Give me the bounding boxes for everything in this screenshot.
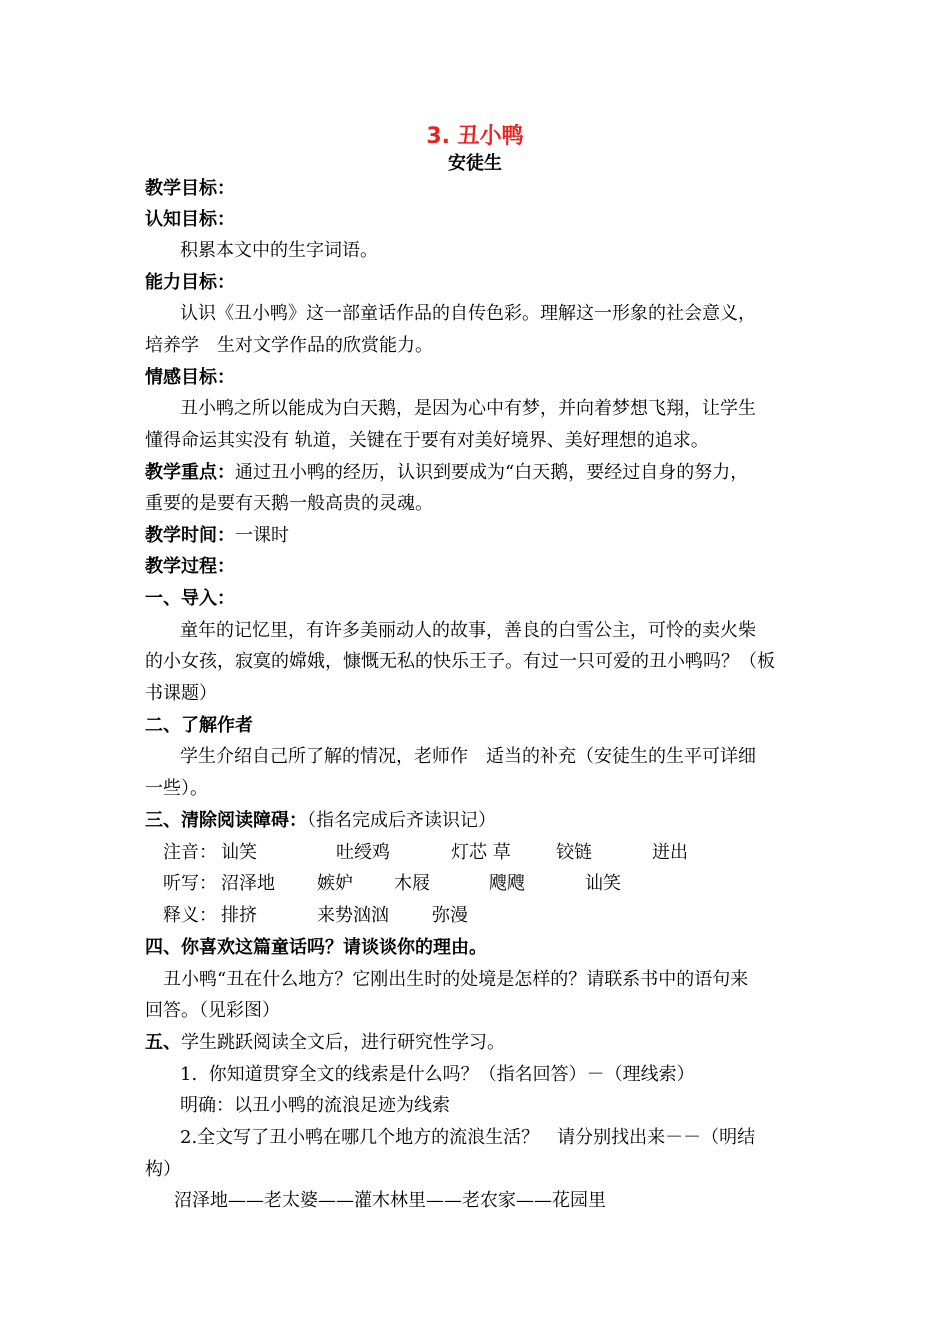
objectives-heading: 教学目标： (145, 178, 235, 199)
lesson-author: 安徒生 (448, 153, 502, 174)
focus-line-2: 重要的是要有天鹅一般高贵的灵魂。 (145, 493, 433, 514)
section-3-line (145, 809, 496, 833)
section-1-line-1: 童年的记忆里，有许多美丽动人的故事，善良的白雪公主，可怜的卖火柴 (180, 620, 756, 641)
vocab-word: 沼泽地 (221, 873, 275, 894)
focus-line-1 (145, 461, 748, 485)
emotion-line-2: 懂得命运其实没有 轨道，关键在于要有对美好境界、美好理想的追求。 (145, 430, 709, 451)
vocab-word: 弥漫 (432, 905, 468, 926)
emotion-line-1: 丑小鸭之所以能成为白天鹅，是因为心中有梦，并向着梦想飞翔，让学生 (180, 398, 756, 419)
vocab-word: 讪笑 (221, 842, 257, 863)
emotion-heading: 情感目标： (145, 367, 235, 388)
cognitive-text: 积累本文中的生字词语。 (180, 240, 378, 261)
vocab-word: 嫉妒 (317, 873, 353, 894)
vocab-word: 吐绶鸡 (336, 842, 390, 863)
section-1-line-3: 书课题） (145, 683, 217, 704)
section-4-line-1: 丑小鸭“丑在什么地方？它刚出生时的处境是怎样的？请联系书中的语句来 (163, 969, 749, 990)
section-4-heading: 四、你喜欢这篇童话吗？请谈谈你的理由。 (145, 937, 487, 958)
cognitive-heading: 认知目标： (145, 209, 235, 230)
vocab-row-2-label: 听写： (163, 873, 217, 894)
vocab-word: 灯芯 草 (451, 842, 511, 863)
vocab-row-3-label: 释义： (163, 905, 217, 926)
question-2-line-1: 2.全文写了丑小鸭在哪几个地方的流浪生活？ 请分别找出来－－（明结 (180, 1127, 756, 1148)
section-4-line-2: 回答。（见彩图） (145, 1000, 280, 1021)
route-line: 沼泽地——老太婆——灌木林里——老农家——花园里 (174, 1190, 606, 1211)
ability-line-2: 培养学 生对文学作品的欣赏能力。 (145, 335, 433, 356)
lesson-title: 3. 丑小鸭 (426, 124, 524, 149)
vocab-word: 排挤 (221, 905, 257, 926)
question-1-answer: 明确：以丑小鸭的流浪足迹为线索 (180, 1095, 450, 1116)
question-1: 1. 你知道贯穿全文的线索是什么吗？（指名回答）－（理线索） (180, 1064, 695, 1085)
vocab-word: 飕飕 (489, 873, 525, 894)
focus-text: 通过丑小鸭的经历，认识到要成为“白天鹅，要经过自身的努力， (235, 462, 749, 483)
section-2-heading: 二、了解作者 (145, 715, 253, 736)
process-heading: 教学过程： (145, 556, 235, 577)
focus-label: 教学重点： (145, 462, 235, 483)
time-label: 教学时间： (145, 525, 235, 546)
vocab-row-1-label: 注音： (163, 842, 217, 863)
time-value: 一课时 (235, 525, 289, 546)
section-5-text: 学生跳跃阅读全文后，进行研究性学习。 (181, 1032, 505, 1053)
question-2-line-2: 构） (145, 1159, 181, 1180)
section-2-line-1: 学生介绍自己所了解的情况，老师作 适当的补充（安徒生的生平可详细 (180, 746, 756, 767)
section-1-heading: 一、导入： (145, 588, 235, 609)
section-3-heading: 三、清除阅读障碍： (145, 810, 307, 831)
vocab-word: 来势汹汹 (317, 905, 389, 926)
vocab-word: 铰链 (556, 842, 592, 863)
section-1-line-2: 的小女孩，寂寞的嫦娥，慷慨无私的快乐王子。有过一只可爱的丑小鸭吗？（板 (145, 651, 775, 672)
vocab-word: 木屐 (394, 873, 430, 894)
ability-heading: 能力目标： (145, 272, 235, 293)
section-2-line-2: 一些）。 (145, 778, 208, 799)
vocab-word: 讪笑 (585, 873, 621, 894)
ability-line-1: 认识《丑小鸭》这一部童话作品的自传色彩。理解这一形象的社会意义， (180, 303, 756, 324)
vocab-word: 迸出 (652, 842, 688, 863)
section-5-heading: 五、 (145, 1032, 181, 1053)
time-line (145, 524, 289, 548)
section-5-line (145, 1031, 505, 1055)
section-3-note: （指名完成后齐读识记） (307, 810, 496, 831)
